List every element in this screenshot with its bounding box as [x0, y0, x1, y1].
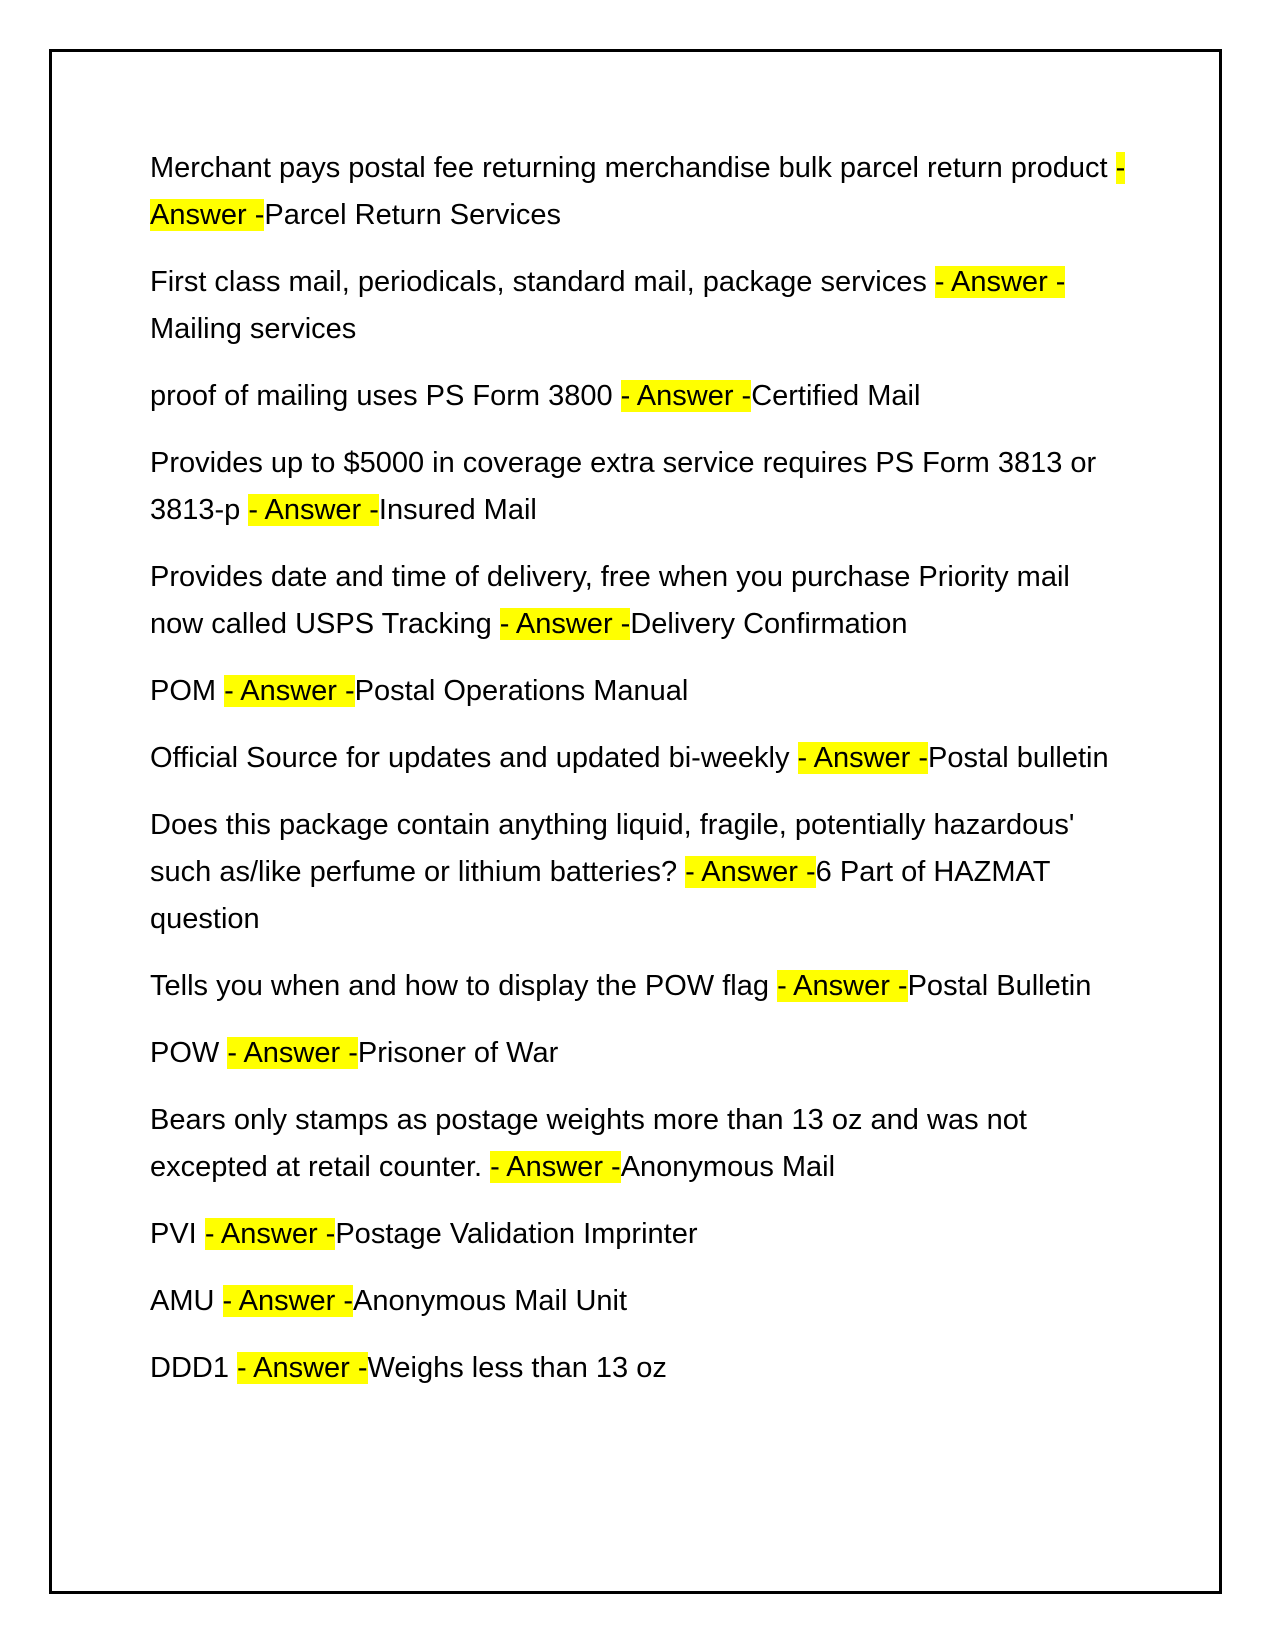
question-text: First class mail, periodicals, standard mail, package services [150, 266, 935, 298]
question-text: POM [150, 675, 225, 707]
qa-list [150, 145, 1130, 1412]
qa-item [150, 963, 1130, 1010]
question-text: PVI [150, 1218, 205, 1250]
qa-item [150, 1030, 1130, 1077]
answer-separator-highlight: - Answer - [777, 970, 908, 1002]
qa-item [150, 1345, 1130, 1392]
answer-text: Anonymous Mail Unit [353, 1285, 628, 1317]
qa-item [150, 1211, 1130, 1258]
qa-item [150, 554, 1130, 648]
qa-item [150, 735, 1130, 782]
qa-item [150, 145, 1130, 239]
question-text: Merchant pays postal fee returning merchandise bulk parcel return product [150, 152, 1116, 184]
answer-separator-highlight: - Answer - [224, 675, 355, 707]
question-text: POW [150, 1037, 228, 1069]
answer-separator-highlight: - Answer - [222, 1285, 354, 1317]
answer-separator-highlight: - Answer - [150, 152, 1126, 231]
answer-separator-highlight: - Answer - [490, 1151, 621, 1183]
question-text: Does this package contain anything liquid, fragile, potentially hazardous' such as/like perfume or lithium batteries? [150, 809, 1075, 888]
answer-text: Parcel Return Services [264, 199, 561, 231]
answer-text: Anonymous Mail [620, 1151, 836, 1183]
qa-item [150, 440, 1130, 534]
question-text: Provides date and time of delivery, free when you purchase Priority mail now called USPS Tracking [150, 561, 1070, 640]
answer-separator-highlight: - Answer - [248, 494, 379, 526]
question-text: AMU [150, 1285, 223, 1317]
question-text: DDD1 [150, 1352, 238, 1384]
qa-item [150, 259, 1130, 353]
qa-item [150, 802, 1130, 943]
answer-separator-highlight: - Answer - [797, 742, 929, 774]
question-text: Official Source for updates and updated bi-weekly [150, 742, 798, 774]
answer-text: Weighs less than 13 oz [367, 1352, 667, 1384]
question-text: proof of mailing uses PS Form 3800 [150, 380, 621, 412]
question-text: Bears only stamps as postage weights more than 13 oz and was not excepted at retail counter. [150, 1104, 1027, 1183]
qa-item [150, 1097, 1130, 1191]
qa-item [150, 1278, 1130, 1325]
answer-separator-highlight: - Answer - [620, 380, 752, 412]
answer-separator-highlight: - Answer - [227, 1037, 358, 1069]
answer-text: Prisoner of War [357, 1037, 559, 1069]
answer-text: Postage Validation Imprinter [335, 1218, 698, 1250]
answer-separator-highlight: - Answer - [237, 1352, 368, 1384]
answer-separator-highlight: - Answer - [685, 856, 816, 888]
answer-text: Postal Operations Manual [354, 675, 689, 707]
answer-text: 6 Part of HAZMAT question [150, 856, 1050, 935]
qa-item [150, 373, 1130, 420]
answer-separator-highlight: - Answer - [499, 608, 631, 640]
question-text: Provides up to $5000 in coverage extra service requires PS Form 3813 or 3813-p [150, 447, 1097, 526]
answer-separator-highlight: - Answer - [204, 1218, 336, 1250]
answer-text: Postal bulletin [928, 742, 1109, 774]
question-text: Tells you when and how to display the POW flag [150, 970, 778, 1002]
answer-text: Postal Bulletin [907, 970, 1092, 1002]
answer-separator-highlight: - Answer - [934, 266, 1066, 298]
qa-item [150, 668, 1130, 715]
answer-text: Delivery Confirmation [630, 608, 908, 640]
answer-text: Certified Mail [751, 380, 921, 412]
answer-text: Mailing services [150, 313, 357, 345]
answer-text: Insured Mail [378, 494, 537, 526]
